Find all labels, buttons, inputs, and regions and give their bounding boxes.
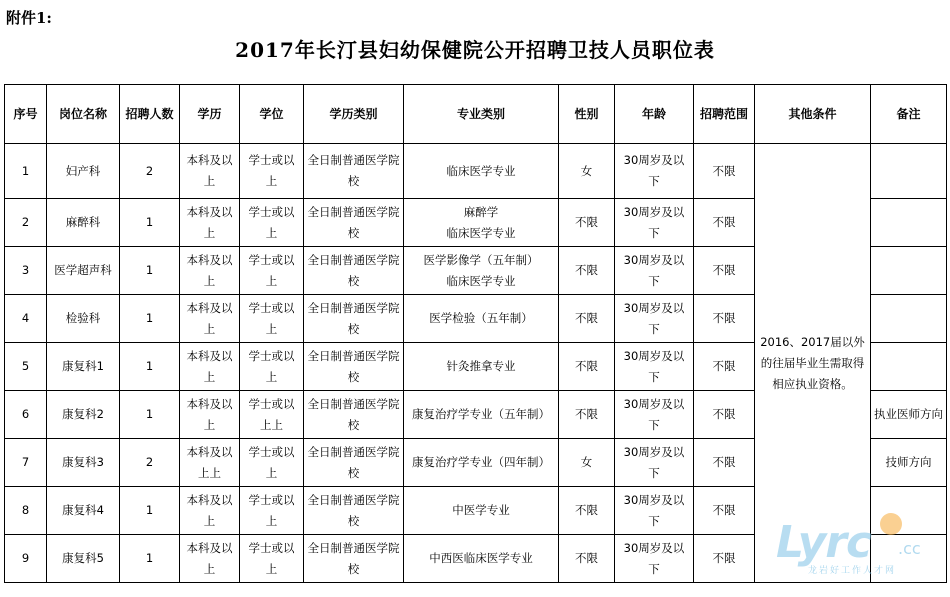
header-cell: 学历类别 xyxy=(304,85,404,144)
cell-gender: 不限 xyxy=(559,199,615,247)
cell-no: 9 xyxy=(5,535,47,583)
cell-age: 30周岁及以下 xyxy=(615,199,694,247)
cell-degree: 学士或以上 xyxy=(240,487,304,535)
cell-no: 5 xyxy=(5,343,47,391)
cell-no: 1 xyxy=(5,144,47,199)
cell-remark: 技师方向 xyxy=(871,439,947,487)
cell-edu-type: 全日制普通医学院校 xyxy=(304,439,404,487)
cell-count: 2 xyxy=(120,439,180,487)
cell-edu-type: 全日制普通医学院校 xyxy=(304,295,404,343)
header-cell: 学位 xyxy=(240,85,304,144)
cell-scope: 不限 xyxy=(694,144,755,199)
cell-remark xyxy=(871,343,947,391)
cell-count: 2 xyxy=(120,144,180,199)
cell-no: 4 xyxy=(5,295,47,343)
cell-degree: 学士或以上 xyxy=(240,439,304,487)
cell-post: 康复科2 xyxy=(47,391,120,439)
header-cell: 专业类别 xyxy=(404,85,559,144)
cell-post: 康复科1 xyxy=(47,343,120,391)
cell-remark xyxy=(871,199,947,247)
cell-edu: 本科及以上 xyxy=(180,199,240,247)
cell-major: 康复治疗学专业（五年制） xyxy=(404,391,559,439)
cell-major: 中西医临床医学专业 xyxy=(404,535,559,583)
cell-other-conditions: 2016、2017届以外的往届毕业生需取得相应执业资格。 xyxy=(755,144,871,583)
cell-post: 康复科4 xyxy=(47,487,120,535)
cell-post: 康复科3 xyxy=(47,439,120,487)
header-cell: 年龄 xyxy=(615,85,694,144)
cell-degree: 学士或以上 xyxy=(240,199,304,247)
cell-major: 医学检验（五年制） xyxy=(404,295,559,343)
cell-age: 30周岁及以下 xyxy=(615,487,694,535)
cell-scope: 不限 xyxy=(694,535,755,583)
cell-edu-type: 全日制普通医学院校 xyxy=(304,391,404,439)
cell-post: 医学超声科 xyxy=(47,247,120,295)
cell-gender: 不限 xyxy=(559,391,615,439)
watermark-brand: Lyrc xyxy=(776,517,872,568)
cell-post: 妇产科 xyxy=(47,144,120,199)
cell-scope: 不限 xyxy=(694,487,755,535)
cell-gender: 不限 xyxy=(559,343,615,391)
cell-scope: 不限 xyxy=(694,247,755,295)
cell-scope: 不限 xyxy=(694,391,755,439)
cell-major: 针灸推拿专业 xyxy=(404,343,559,391)
header-cell: 性别 xyxy=(559,85,615,144)
cell-age: 30周岁及以下 xyxy=(615,535,694,583)
cell-edu: 本科及以上上 xyxy=(180,439,240,487)
cell-age: 30周岁及以下 xyxy=(615,144,694,199)
table-header-row xyxy=(5,85,947,144)
cell-no: 8 xyxy=(5,487,47,535)
cell-edu-type: 全日制普通医学院校 xyxy=(304,144,404,199)
cell-count: 1 xyxy=(120,295,180,343)
cell-gender: 不限 xyxy=(559,295,615,343)
cell-major: 中医学专业 xyxy=(404,487,559,535)
cell-edu-type: 全日制普通医学院校 xyxy=(304,199,404,247)
cell-edu: 本科及以上 xyxy=(180,295,240,343)
cell-age: 30周岁及以下 xyxy=(615,439,694,487)
header-cell: 招聘范围 xyxy=(694,85,755,144)
cell-gender: 女 xyxy=(559,439,615,487)
watermark-suffix: .cc xyxy=(898,539,921,558)
cell-count: 1 xyxy=(120,247,180,295)
cell-remark xyxy=(871,295,947,343)
watermark-tagline: 龙岩好工作人才网 xyxy=(808,566,897,576)
attachment-label: 附件1: xyxy=(6,9,52,27)
cell-count: 1 xyxy=(120,535,180,583)
cell-degree: 学士或以上 xyxy=(240,343,304,391)
cell-major: 麻醉学 临床医学专业 xyxy=(404,199,559,247)
cell-age: 30周岁及以下 xyxy=(615,295,694,343)
cell-count: 1 xyxy=(120,391,180,439)
cell-scope: 不限 xyxy=(694,439,755,487)
cell-gender: 不限 xyxy=(559,247,615,295)
cell-remark: 执业医师方向 xyxy=(871,391,947,439)
cell-degree: 学士或以上上 xyxy=(240,391,304,439)
cell-age: 30周岁及以下 xyxy=(615,247,694,295)
cell-post: 检验科 xyxy=(47,295,120,343)
cell-edu-type: 全日制普通医学院校 xyxy=(304,535,404,583)
cell-edu-type: 全日制普通医学院校 xyxy=(304,487,404,535)
table-row xyxy=(5,144,947,199)
cell-no: 2 xyxy=(5,199,47,247)
header-cell: 学历 xyxy=(180,85,240,144)
cell-remark xyxy=(871,247,947,295)
cell-count: 1 xyxy=(120,487,180,535)
cell-degree: 学士或以上 xyxy=(240,295,304,343)
cell-gender: 不限 xyxy=(559,487,615,535)
header-cell: 招聘人数 xyxy=(120,85,180,144)
cell-edu: 本科及以上 xyxy=(180,144,240,199)
page-title: 2017年长汀县妇幼保健院公开招聘卫技人员职位表 xyxy=(235,38,715,62)
cell-remark xyxy=(871,144,947,199)
cell-degree: 学士或以上 xyxy=(240,535,304,583)
cell-gender: 女 xyxy=(559,144,615,199)
cell-count: 1 xyxy=(120,199,180,247)
cell-major: 临床医学专业 xyxy=(404,144,559,199)
cell-age: 30周岁及以下 xyxy=(615,343,694,391)
cell-scope: 不限 xyxy=(694,199,755,247)
cell-edu: 本科及以上 xyxy=(180,247,240,295)
recruitment-table xyxy=(4,84,947,583)
cell-remark xyxy=(871,535,947,583)
cell-edu: 本科及以上 xyxy=(180,391,240,439)
cell-scope: 不限 xyxy=(694,295,755,343)
cell-degree: 学士或以上 xyxy=(240,144,304,199)
header-cell: 备注 xyxy=(871,85,947,144)
cell-edu: 本科及以上 xyxy=(180,343,240,391)
header-cell: 其他条件 xyxy=(755,85,871,144)
cell-gender: 不限 xyxy=(559,535,615,583)
header-cell: 岗位名称 xyxy=(47,85,120,144)
cell-major: 康复治疗学专业（四年制） xyxy=(404,439,559,487)
cell-remark xyxy=(871,487,947,535)
cell-no: 3 xyxy=(5,247,47,295)
cell-major: 医学影像学（五年制） 临床医学专业 xyxy=(404,247,559,295)
header-cell: 序号 xyxy=(5,85,47,144)
cell-no: 7 xyxy=(5,439,47,487)
cell-no: 6 xyxy=(5,391,47,439)
cell-scope: 不限 xyxy=(694,343,755,391)
cell-post: 康复科5 xyxy=(47,535,120,583)
cell-edu: 本科及以上 xyxy=(180,487,240,535)
cell-degree: 学士或以上 xyxy=(240,247,304,295)
cell-age: 30周岁及以下 xyxy=(615,391,694,439)
cell-post: 麻醉科 xyxy=(47,199,120,247)
cell-count: 1 xyxy=(120,343,180,391)
cell-edu-type: 全日制普通医学院校 xyxy=(304,247,404,295)
cell-edu: 本科及以上 xyxy=(180,535,240,583)
cell-edu-type: 全日制普通医学院校 xyxy=(304,343,404,391)
